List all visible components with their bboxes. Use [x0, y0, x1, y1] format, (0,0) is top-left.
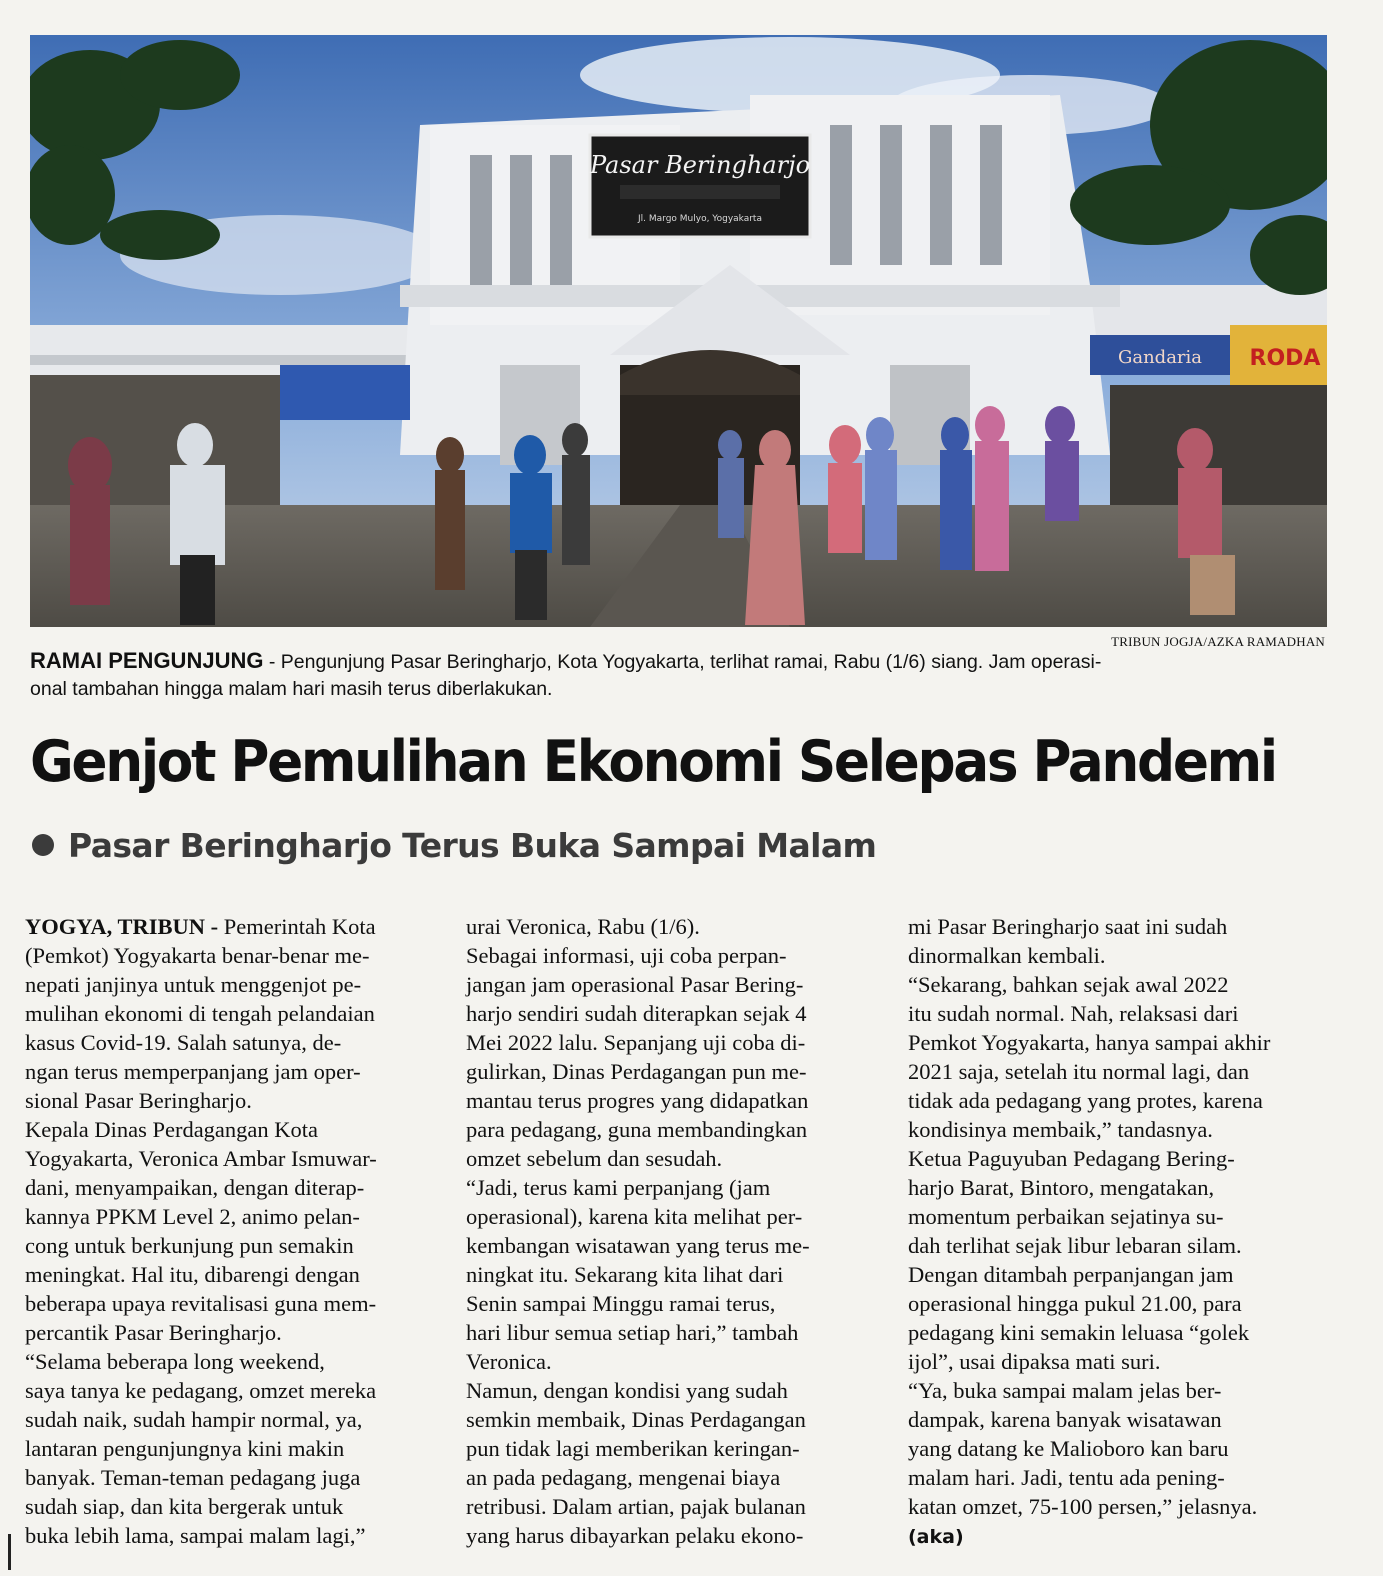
article-line: ijol”, usai dipaksa mati suri.	[908, 1349, 1161, 1374]
article-line: katan omzet, 75-100 persen,” jelasnya.	[908, 1494, 1258, 1519]
article-line: urai Veronica, Rabu (1/6).	[466, 914, 700, 939]
caption-line-1	[30, 647, 1327, 676]
bullet-icon	[32, 834, 54, 856]
article-line: “Selama beberapa long weekend,	[25, 1349, 325, 1374]
article-line: hari libur semua setiap hari,” tambah	[466, 1320, 799, 1345]
article-line: pun tidak lagi memberikan keringan-	[466, 1436, 800, 1461]
article-line: (Pemkot) Yogyakarta benar-benar me-	[25, 943, 370, 968]
article-line: semkin membaik, Dinas Perdagangan	[466, 1407, 806, 1432]
headline: Genjot Pemulihan Ekonomi Selepas Pandemi	[30, 729, 1276, 795]
article-line: “Jadi, terus kami perpanjang (jam	[466, 1175, 771, 1200]
article-line: harjo Barat, Bintoro, mengatakan,	[908, 1175, 1215, 1200]
article-line: mantau terus progres yang didapatkan	[466, 1088, 809, 1113]
article-line: jangan jam operasional Pasar Bering-	[466, 972, 804, 997]
article-line: sional Pasar Beringharjo.	[25, 1088, 252, 1113]
article-line: an pada pedagang, mengenai biaya	[466, 1465, 781, 1490]
article-line: omzet sebelum dan sesudah.	[466, 1146, 723, 1171]
article-line: buka lebih lama, sampai malam lagi,”	[25, 1523, 366, 1548]
photo-credit: TRIBUN JOGJA/AZKA RAMADHAN	[1111, 634, 1325, 649]
article-line	[908, 1521, 1320, 1550]
article-line: harjo sendiri sudah diterapkan sejak 4	[466, 1001, 807, 1026]
article-line: dinormalkan kembali.	[908, 943, 1106, 968]
article-line: Mei 2022 lalu. Sepanjang uji coba di-	[466, 1030, 806, 1055]
article-line: Ketua Paguyuban Pedagang Bering-	[908, 1146, 1235, 1171]
article-line: Namun, dengan kondisi yang sudah	[466, 1378, 788, 1403]
article-line: Dengan ditambah perpanjangan jam	[908, 1262, 1234, 1287]
article-line: pedagang kini semakin leluasa “golek	[908, 1320, 1250, 1345]
article-line: itu sudah normal. Nah, relaksasi dari	[908, 1001, 1239, 1026]
article-line: sudah siap, dan kita bergerak untuk	[25, 1494, 344, 1519]
article-line: “Ya, buka sampai malam jelas ber-	[908, 1378, 1222, 1403]
shop-sign-gandaria: Gandaria	[1117, 347, 1203, 368]
article-line: lantaran pengunjungnya kini makin	[25, 1436, 345, 1461]
article-line: operasional hingga pukul 21.00, para	[908, 1291, 1242, 1316]
article-line: Sebagai informasi, uji coba perpan-	[466, 943, 787, 968]
article-line: malam hari. Jadi, tentu ada pening-	[908, 1465, 1225, 1490]
article-line: retribusi. Dalam artian, pajak bulanan	[466, 1494, 806, 1519]
article-line: Senin sampai Minggu ramai terus,	[466, 1291, 776, 1316]
caption-label: RAMAI PENGUNJUNG	[30, 648, 264, 673]
article-column-2	[466, 912, 878, 1550]
article-line: banyak. Teman-teman pedagang juga	[25, 1465, 361, 1490]
article-text: Pemerintah Kota	[218, 914, 376, 939]
article-line: meningkat. Hal itu, dibarengi dengan	[25, 1262, 360, 1287]
dateline: YOGYA, TRIBUN -	[25, 914, 219, 939]
article-line: cong untuk berkunjung pun semakin	[25, 1233, 354, 1258]
article-line: momentum perbaikan sejatinya su-	[908, 1204, 1224, 1229]
shop-sign-roda: RODA	[1249, 346, 1321, 371]
article-line: nepati janjinya untuk menggenjot pe-	[25, 972, 362, 997]
article-line: sudah naik, sudah hampir normal, ya,	[25, 1407, 363, 1432]
photo-caption	[30, 647, 1327, 703]
article-line: Yogyakarta, Veronica Ambar Ismuwar-	[25, 1146, 377, 1171]
article-column-1	[25, 912, 437, 1550]
article-line: Kepala Dinas Perdagangan Kota	[25, 1117, 319, 1142]
article-line: kembangan wisatawan yang terus me-	[466, 1233, 810, 1258]
market-building-illustration	[30, 35, 1327, 627]
article-line: beberapa upaya revitalisasi guna mem-	[25, 1291, 377, 1316]
margin-rule	[8, 1534, 11, 1570]
article-line: kannya PPKM Level 2, animo pelan-	[25, 1204, 360, 1229]
subheadline-text: Pasar Beringharjo Terus Buka Sampai Malam	[68, 826, 877, 865]
article-line: gulirkan, Dinas Perdagangan pun me-	[466, 1059, 807, 1084]
article-line: mi Pasar Beringharjo saat ini sudah	[908, 914, 1228, 939]
article-line: operasional), karena kita melihat per-	[466, 1204, 803, 1229]
article-line: saya tanya ke pedagang, omzet mereka	[25, 1378, 377, 1403]
article-line: mulihan ekonomi di tengah pelandaian	[25, 1001, 375, 1026]
news-photo	[30, 35, 1327, 627]
author-signature: (aka)	[908, 1526, 964, 1548]
article-column-3	[908, 912, 1320, 1550]
article-line: 2021 saja, setelah itu normal lagi, dan	[908, 1059, 1250, 1084]
article-line: kondisinya membaik,” tandasnya.	[908, 1117, 1213, 1142]
article-line: ningkat itu. Sekarang kita lihat dari	[466, 1262, 784, 1287]
article-line: yang datang ke Malioboro kan baru	[908, 1436, 1229, 1461]
sign-main-text: Pasar Beringharjo	[589, 151, 811, 179]
article-line: Veronica.	[466, 1349, 552, 1374]
article-line: “Sekarang, bahkan sejak awal 2022	[908, 972, 1229, 997]
article-line: para pedagang, guna membandingkan	[466, 1117, 808, 1142]
article-line: yang harus dibayarkan pelaku ekono-	[466, 1523, 804, 1548]
article-line: tidak ada pedagang yang protes, karena	[908, 1088, 1263, 1113]
article-line: Pemkot Yogyakarta, hanya sampai akhir	[908, 1030, 1271, 1055]
article-line: percantik Pasar Beringharjo.	[25, 1320, 282, 1345]
article-line: dah terlihat sejak libur lebaran silam.	[908, 1233, 1242, 1258]
article-line: dani, menyampaikan, dengan diterap-	[25, 1175, 365, 1200]
caption-text-1: - Pengunjung Pasar Beringharjo, Kota Yogyakarta, terlihat ramai, Rabu (1/6) siang. Jam operasi-	[263, 651, 1102, 673]
article-line: kasus Covid-19. Salah satunya, de-	[25, 1030, 342, 1055]
caption-line-2: onal tambahan hingga malam hari masih terus diberlakukan.	[30, 678, 553, 700]
sign-sub-text: Jl. Margo Mulyo, Yogyakarta	[638, 214, 762, 224]
article-line	[25, 912, 437, 941]
article-line: ngan terus memperpanjang jam oper-	[25, 1059, 361, 1084]
article-line: dampak, karena banyak wisatawan	[908, 1407, 1222, 1432]
subheadline	[32, 822, 876, 870]
